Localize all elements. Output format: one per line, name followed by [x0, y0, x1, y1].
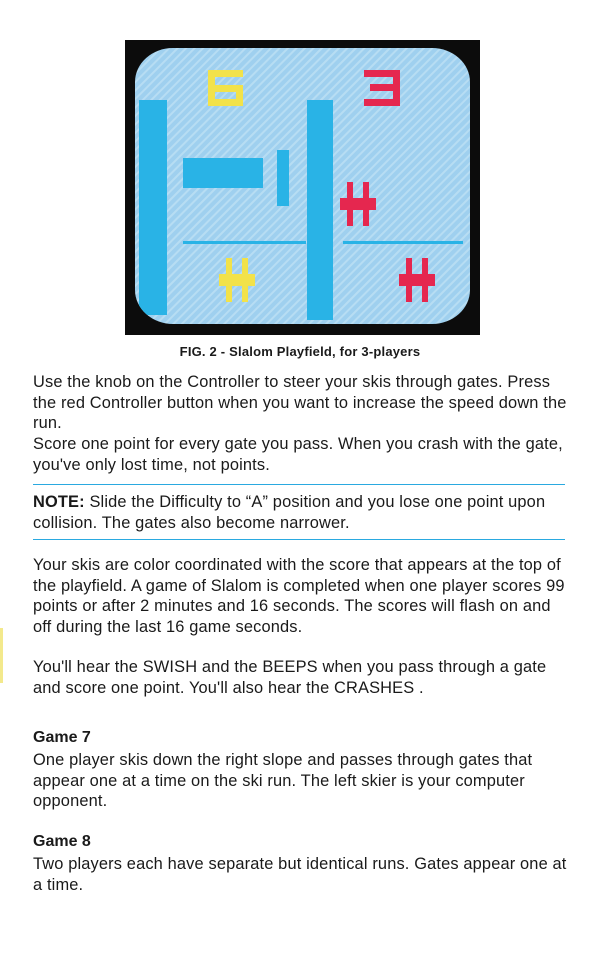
post-obstacle [277, 150, 289, 206]
game8-text: Two players each have separate but identical runs. Gates appear one at a time. [33, 855, 567, 894]
paragraph-scoring: Score one point for every gate you pass. When you crash with the gate, you've only lost time, not points. [33, 435, 563, 474]
note-paragraph [33, 492, 568, 533]
note-top-rule [33, 484, 565, 485]
left-gate-line [183, 241, 306, 244]
left-edge-wall [139, 100, 167, 315]
figure-caption: FIG. 2 - Slalom Playfield, for 3-players [179, 344, 421, 359]
game8-heading: Game 8 [33, 833, 91, 850]
note-label: NOTE: [33, 493, 85, 511]
playfield-figure [125, 40, 480, 335]
game7-heading: Game 7 [33, 729, 91, 746]
slalom-playfield-screen [125, 40, 480, 335]
page-edge-mark [0, 628, 3, 683]
paragraph-colors: Your skis are color coordinated with the score that appears at the top of the playfield. A game of Slalom is completed when one player scores 99 points or after 2 minutes and 16 seconds. The scores will flash on and off during the last 16 game seconds. [33, 556, 565, 636]
score-right-text: 3 [125, 40, 126, 41]
score-left-text: 6 [125, 40, 126, 41]
block-obstacle [183, 158, 263, 188]
center-divider-wall [307, 100, 333, 320]
game7-text: One player skis down the right slope and passes through gates that appear one at a time on the ski run. The left skier is your computer opponent. [33, 751, 533, 810]
note-text: Slide the Difficulty to “A” position and you lose one point upon collision. The gates also become narrower. [33, 493, 546, 532]
paragraph-sounds: You'll hear the SWISH and the BEEPS when you pass through a gate and score one point. You'll also hear the CRASHES . [33, 658, 547, 697]
note-bottom-rule [33, 539, 565, 540]
right-gate-line [343, 241, 463, 244]
paragraph-controls: Use the knob on the Controller to steer your skis through gates. Press the red Controller button when you want to increase the speed down the run. [33, 373, 567, 432]
